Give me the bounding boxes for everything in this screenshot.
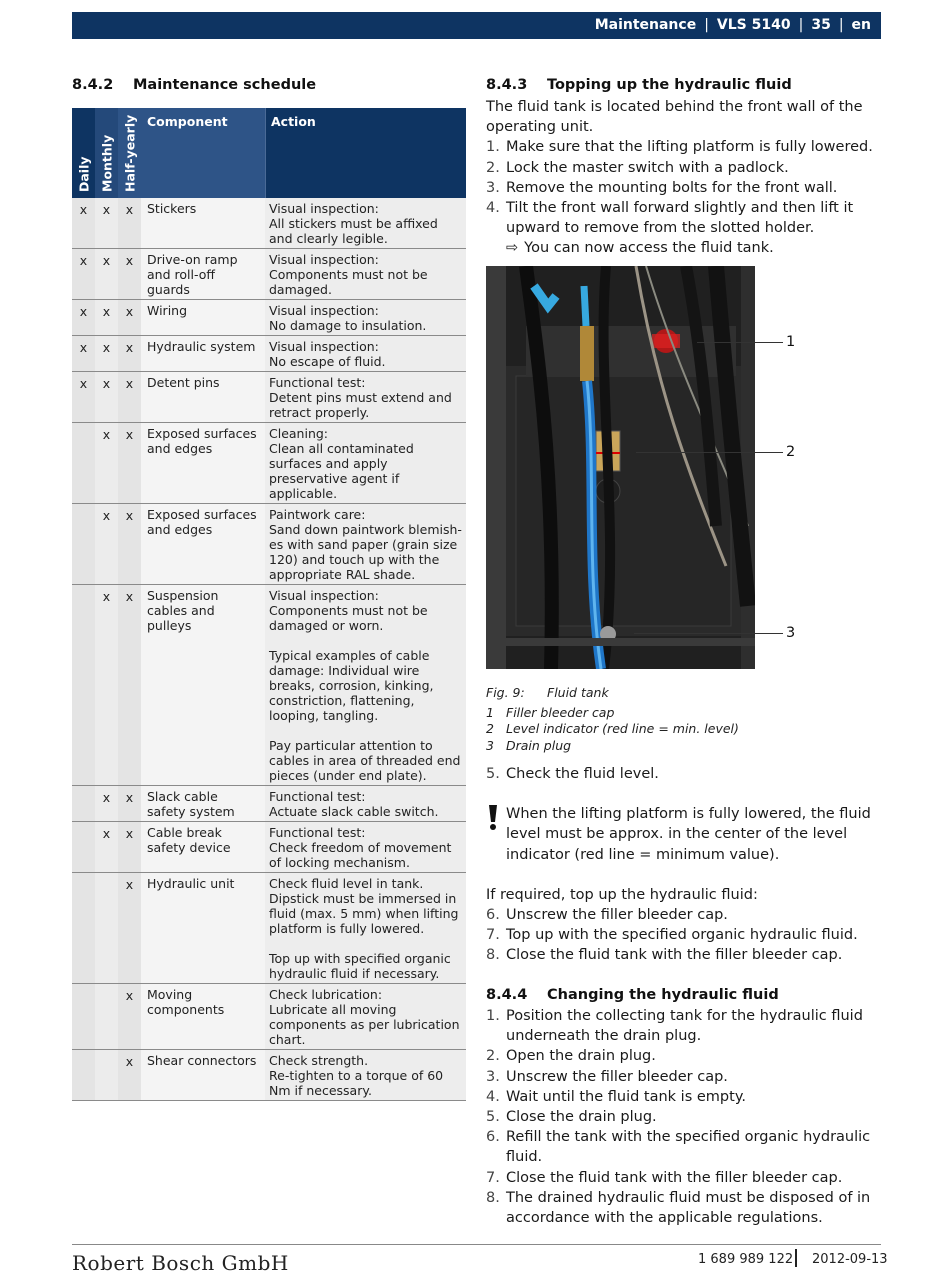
callout-line-2 [636, 452, 783, 453]
list-item: 4. Tilt the front wall forward slightly and then lift it upward to remove from the slotted holder. [486, 200, 854, 237]
note-text: When the lifting platform is fully lowered, the fluid level must be approx. in the center of the level indicator (red line = minimum value). [506, 806, 871, 863]
action-cell: Functional test: Actuate slack cable switch. [265, 786, 466, 821]
table-row [72, 423, 466, 504]
action-cell: Check lubrication: Lubricate all moving components as per lubrication chart. [265, 984, 466, 1049]
action-cell: Functional test: Detent pins must extend and retract properly. [265, 372, 466, 422]
list-item: 4. Wait until the fluid tank is empty. [486, 1088, 746, 1105]
callout-3: 3 [786, 625, 796, 641]
list-item: 7. Top up with the specified organic hydraulic fluid. [486, 927, 858, 944]
component-cell: Stickers [141, 198, 265, 248]
header-model: VLS 5140 [716, 17, 791, 33]
legend-item: 1 Filler bleeder cap [486, 704, 615, 720]
company-logo: Robert Bosch GmbH [72, 1251, 289, 1275]
list-item: 2. Open the drain plug. [486, 1048, 656, 1065]
daily-cell: x [72, 336, 95, 371]
schedule-number: 8.4.2 [72, 77, 114, 93]
table-row [72, 249, 466, 300]
daily-cell: x [72, 249, 95, 299]
half-yearly-cell: x [118, 585, 141, 785]
topping-title: Topping up the hydraulic fluid [547, 77, 792, 93]
half-yearly-cell: x [118, 504, 141, 584]
action-cell: Check strength. Re-tighten to a torque of 60 Nm if necessary. [265, 1050, 466, 1100]
list-item: 3. Remove the mounting bolts for the front wall. [486, 179, 838, 196]
result-line: ⇨ You can now access the fluid tank. [506, 240, 774, 257]
daily-cell [72, 873, 95, 983]
schedule-title: Maintenance schedule [133, 77, 317, 93]
monthly-cell: x [95, 249, 118, 299]
half-yearly-cell: x [118, 336, 141, 371]
fluid-tank-illustration [486, 266, 755, 669]
daily-cell [72, 822, 95, 872]
changing-heading [486, 987, 779, 1003]
action-cell: Cleaning: Clean all contaminated surfaces and apply preservative agent if applicable. [265, 423, 466, 503]
component-cell: Detent pins [141, 372, 265, 422]
component-cell: Slack cable safety system [141, 786, 265, 821]
half-yearly-cell: x [118, 984, 141, 1049]
doc-number: 1 689 989 122 [698, 1252, 794, 1267]
daily-cell [72, 504, 95, 584]
list-item: 2. Lock the master switch with a padlock. [486, 159, 789, 176]
component-cell: Suspension cables and pulleys [141, 585, 265, 785]
daily-cell [72, 423, 95, 503]
table-row [72, 1050, 466, 1101]
maintenance-table [72, 108, 466, 1101]
footer-separator [795, 1249, 797, 1267]
monthly-cell [95, 1050, 118, 1100]
table-row [72, 300, 466, 336]
monthly-cell: x [95, 423, 118, 503]
schedule-heading [72, 77, 316, 93]
daily-cell [72, 1050, 95, 1100]
callout-1: 1 [786, 334, 796, 350]
col-monthly: Monthly [95, 108, 118, 198]
header-lang: en [851, 17, 871, 33]
half-yearly-cell: x [118, 198, 141, 248]
half-yearly-cell: x [118, 873, 141, 983]
table-row [72, 873, 466, 984]
action-cell: Functional test: Check freedom of movement of locking mechanism. [265, 822, 466, 872]
monthly-cell: x [95, 822, 118, 872]
note-block [486, 804, 881, 865]
col-daily: Daily [76, 156, 91, 192]
component-cell: Hydraulic unit [141, 873, 265, 983]
col-action: Action [265, 108, 466, 198]
topping-body [486, 97, 881, 259]
header-page: 35 [811, 17, 831, 33]
col-half-yearly: Half-yearly [118, 108, 141, 198]
callout-2: 2 [786, 444, 796, 460]
table-row [72, 585, 466, 786]
monthly-cell: x [95, 198, 118, 248]
table-row [72, 786, 466, 822]
table-row [72, 504, 466, 585]
component-cell: Cable break safety device [141, 822, 265, 872]
list-item: 6. Refill the tank with the specified organic hydraulic fluid. [486, 1129, 871, 1166]
component-cell: Exposed surfaces and edges [141, 423, 265, 503]
figure-title: Fluid tank [547, 685, 609, 700]
exclamation-icon [486, 804, 506, 865]
component-cell: Drive-on ramp and roll-off guards [141, 249, 265, 299]
half-yearly-cell: x [118, 249, 141, 299]
fluid-tank-photo [486, 266, 755, 669]
table-row [72, 372, 466, 423]
daily-cell: x [72, 300, 95, 335]
monthly-cell: x [95, 300, 118, 335]
component-cell: Hydraulic system [141, 336, 265, 371]
table-row [72, 822, 466, 873]
daily-cell [72, 585, 95, 785]
table-body [72, 198, 466, 1101]
component-cell: Moving components [141, 984, 265, 1049]
list-item: 5. Close the drain plug. [486, 1109, 657, 1126]
changing-number: 8.4.4 [486, 987, 528, 1003]
topping-heading [486, 77, 792, 93]
action-cell: Visual inspection: Components must not be damaged or worn. Typical examples of cable damage: Individual wire breaks, corrosion, kinking, constriction, flattening, looping, tangling. Pay particular attention to cables in area of threaded end pieces (under end plate). [265, 585, 466, 785]
daily-cell: x [72, 372, 95, 422]
component-cell: Shear connectors [141, 1050, 265, 1100]
legend-item: 3 Drain plug [486, 737, 572, 753]
header-section: Maintenance [594, 17, 697, 33]
daily-cell [72, 984, 95, 1049]
half-yearly-cell: x [118, 423, 141, 503]
daily-cell [72, 786, 95, 821]
figure-label: Fig. 9: [486, 685, 525, 700]
action-cell: Visual inspection: No escape of fluid. [265, 336, 466, 371]
figure-caption [486, 685, 739, 754]
action-cell: Visual inspection: All stickers must be affixed and clearly legible. [265, 198, 466, 248]
doc-date: 2012-09-13 [812, 1252, 888, 1267]
monthly-cell: x [95, 786, 118, 821]
list-item: 8. The drained hydraulic fluid must be disposed of in accordance with the applicable regulations. [486, 1189, 871, 1227]
component-cell: Exposed surfaces and edges [141, 504, 265, 584]
list-item: 6. Unscrew the filler bleeder cap. [486, 907, 728, 924]
list-item: 3. Unscrew the filler bleeder cap. [486, 1068, 728, 1085]
table-row [72, 984, 466, 1050]
callout-line-1 [697, 342, 783, 343]
list-item: 7. Close the fluid tank with the filler bleeder cap. [486, 1169, 843, 1186]
table-row [72, 198, 466, 249]
monthly-cell: x [95, 585, 118, 785]
component-cell: Wiring [141, 300, 265, 335]
changing-body [486, 1006, 881, 1228]
list-item: 5. Check the fluid level. [486, 766, 659, 782]
col-component: Component [141, 108, 265, 198]
changing-title: Changing the hydraulic fluid [547, 987, 779, 1003]
monthly-cell: x [95, 504, 118, 584]
legend-item: 2 Level indicator (red line = min. level) [486, 721, 739, 736]
action-cell: Paintwork care: Sand down paintwork blemish-es with sand paper (grain size 120) and touch up with the appropriate RAL shade. [265, 504, 466, 584]
topping-body-2 [486, 764, 881, 966]
half-yearly-cell: x [118, 786, 141, 821]
page-header: Maintenance | VLS 5140 | 35 | en [72, 12, 881, 39]
half-yearly-cell: x [118, 372, 141, 422]
monthly-cell: x [95, 336, 118, 371]
table-header [72, 108, 466, 198]
topping-intro: The fluid tank is located behind the front wall of the operating unit. [486, 99, 863, 136]
action-cell: Visual inspection: No damage to insulation. [265, 300, 466, 335]
half-yearly-cell: x [118, 822, 141, 872]
callout-line-3 [634, 633, 783, 634]
monthly-cell [95, 873, 118, 983]
table-row [72, 336, 466, 372]
action-cell: Check fluid level in tank. Dipstick must be immersed in fluid (max. 5 mm) when lifting platform is fully lowered. Top up with specified organic hydraulic fluid if necessary. [265, 873, 466, 983]
daily-cell: x [72, 198, 95, 248]
list-item: 8. Close the fluid tank with the filler bleeder cap. [486, 947, 843, 964]
footer-divider [72, 1244, 881, 1245]
topping-number: 8.4.3 [486, 77, 528, 93]
arrow-right-icon: ⇨ [506, 240, 519, 257]
if-required-text: If required, top up the hydraulic fluid: [486, 886, 758, 903]
half-yearly-cell: x [118, 300, 141, 335]
half-yearly-cell: x [118, 1050, 141, 1100]
monthly-cell: x [95, 372, 118, 422]
list-item: 1. Position the collecting tank for the hydraulic fluid underneath the drain plug. [486, 1008, 863, 1045]
action-cell: Visual inspection: Components must not be damaged. [265, 249, 466, 299]
list-item: 1. Make sure that the lifting platform is fully lowered. [486, 139, 873, 156]
monthly-cell [95, 984, 118, 1049]
